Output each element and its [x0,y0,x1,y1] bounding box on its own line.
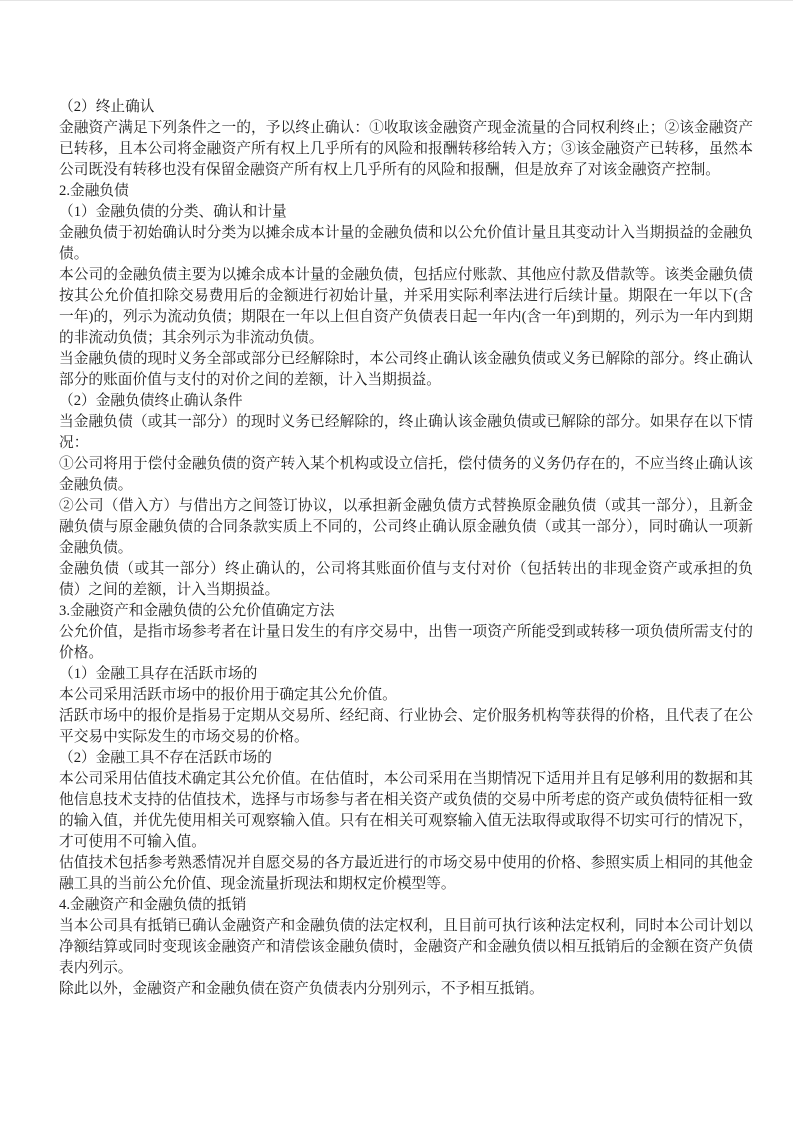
doc-paragraph: 金融负债于初始确认时分类为以摊余成本计量的金融负债和以公允价值计量且其变动计入当期损益的金融负债。 [59,225,753,262]
doc-paragraph: 当金融负债（或其一部分）的现时义务已经解除的，终止确认该金融负债或已解除的部分。如果存在以下情况： [59,414,753,451]
doc-paragraph: ①公司将用于偿付金融负债的资产转入某个机构或设立信托，偿付债务的义务仍存在的，不应当终止确认该金融负债。 [59,456,753,493]
doc-heading: 3.金融资产和金融负债的公允价值确定方法 [59,603,335,619]
doc-paragraph: 当金融负债的现时义务全部或部分已经解除时，本公司终止确认该金融负债或义务已解除的部分。终止确认部分的账面价值与支付的对价之间的差额，计入当期损益。 [59,351,753,388]
doc-paragraph: 金融资产满足下列条件之一的，予以终止确认：①收取该金融资产现金流量的合同权利终止；②该金融资产已转移，且本公司将金融资产所有权上几乎所有的风险和报酬转移给转入方；③该金融资产已转移，虽然本公司既没有转移也没有保留金融资产所有权上几乎所有的风险和报酬，但是放弃了对该金融资产控制。 [59,120,753,178]
doc-paragraph: 活跃市场中的报价是指易于定期从交易所、经纪商、行业协会、定价服务机构等获得的价格，且代表了在公平交易中实际发生的市场交易的价格。 [59,708,753,745]
doc-paragraph: 公允价值，是指市场参考者在计量日发生的有序交易中，出售一项资产所能受到或转移一项负债所需支付的价格。 [59,624,753,661]
doc-paragraph: 除此以外，金融资产和金融负债在资产负债表内分别列示，不予相互抵销。 [59,981,544,997]
doc-paragraph: 估值技术包括参考熟悉情况并自愿交易的各方最近进行的市场交易中使用的价格、参照实质上相同的其他金融工具的当前公允价值、现金流量折现法和期权定价模型等。 [59,855,753,892]
doc-paragraph: 当本公司具有抵销已确认金融资产和金融负债的法定权利，且目前可执行该种法定权利，同时本公司计划以净额结算或同时变现该金融资产和清偿该金融负债时，金融资产和金融负债以相互抵销后的金额在资产负债表内列示。 [59,918,753,976]
doc-subheading: （1）金融负债的分类、确认和计量 [59,204,287,220]
doc-heading: 2.金融负债 [59,183,129,199]
doc-paragraph: ②公司（借入方）与借出方之间签订协议，以承担新金融负债方式替换原金融负债（或其一部分），且新金融负债与原金融负债的合同条款实质上不同的，公司终止确认原金融负债（或其一部分），同时确认一项新金融负债。 [59,498,753,556]
doc-subheading: （1）金融工具存在活跃市场的 [59,666,258,682]
doc-subheading: （2）金融工具不存在活跃市场的 [59,750,272,766]
doc-subheading: （2）终止确认 [59,99,155,115]
doc-paragraph: 本公司的金融负债主要为以摊余成本计量的金融负债，包括应付账款、其他应付款及借款等。该类金融负债按其公允价值扣除交易费用后的金额进行初始计量，并采用实际利率法进行后续计量。期限在一年以下(含一年)的，列示为流动负债；期限在一年以上但自资产负债表日起一年内(含一年)到期的，列示为一年内到期的非流动负债；其余列示为非流动负债。 [59,267,753,346]
doc-heading: 4.金融资产和金融负债的抵销 [59,897,247,913]
doc-paragraph: 本公司采用活跃市场中的报价用于确定其公允价值。 [59,687,397,703]
document-body [59,97,753,1000]
doc-subheading: （2）金融负债终止确认条件 [59,393,243,409]
doc-paragraph: 金融负债（或其一部分）终止确认的，公司将其账面价值与支付对价（包括转出的非现金资产或承担的负债）之间的差额，计入当期损益。 [59,561,753,598]
page-edge-line [0,0,793,1]
doc-paragraph: 本公司采用估值技术确定其公允价值。在估值时，本公司采用在当期情况下适用并且有足够利用的数据和其他信息技术支持的估值技术，选择与市场参与者在相关资产或负债的交易中所考虑的资产或负债特征相一致的输入值，并优先使用相关可观察输入值。只有在相关可观察输入值无法取得或取得不切实可行的情况下，才可使用不可输入值。 [59,771,753,850]
